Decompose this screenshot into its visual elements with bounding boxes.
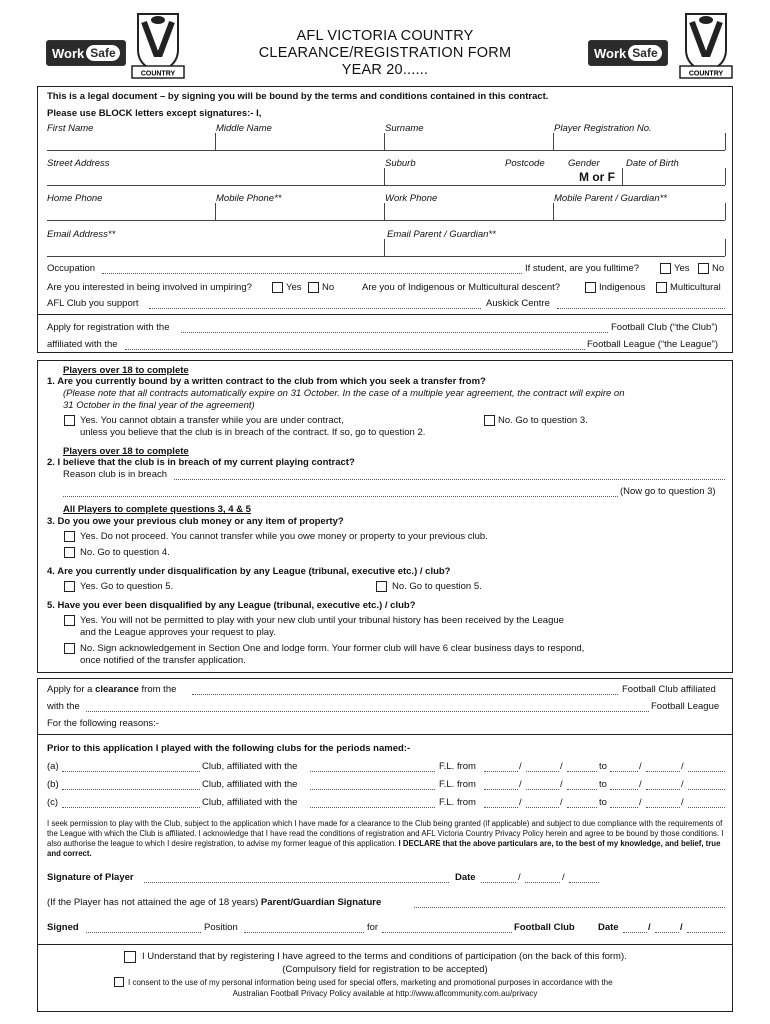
worksafe-afl-logo-left <box>40 10 190 80</box>
football-league-label: Football League <box>651 701 720 712</box>
terms-agree-text: I Understand that by registering I have agreed to the terms and conditions of participation (on the back of this form). <box>142 951 627 962</box>
to-month-field[interactable] <box>646 789 680 790</box>
q3-no-text: No. Go to question 4. <box>80 547 170 558</box>
first-name-label: First Name <box>47 123 94 134</box>
date-slash: / <box>519 761 522 772</box>
signed-date-month[interactable] <box>655 932 679 933</box>
fl-from-label: F.L. from <box>439 761 476 772</box>
umpiring-yes-label: Yes <box>286 282 302 293</box>
date-slash: / <box>518 872 521 883</box>
from-year-field[interactable] <box>567 771 597 772</box>
from-month-field[interactable] <box>526 807 559 808</box>
all-players-heading: All Players to complete questions 3, 4 & 5 <box>63 504 251 515</box>
worksafe-afl-logo-right <box>588 10 738 80</box>
club-name-field[interactable] <box>62 789 200 790</box>
position-label: Position <box>204 922 238 933</box>
q4-no-checkbox[interactable] <box>376 581 387 592</box>
date-slash: / <box>519 779 522 790</box>
signed-date-year[interactable] <box>687 932 725 933</box>
phone-row-line <box>47 220 725 221</box>
name-row-line <box>47 150 725 151</box>
occupation-field[interactable] <box>102 273 522 274</box>
player-reg-no-label: Player Registration No. <box>554 123 652 134</box>
student-no-checkbox[interactable] <box>698 263 709 274</box>
umpiring-yes-checkbox[interactable] <box>272 282 283 293</box>
to-day-field[interactable] <box>610 789 638 790</box>
from-year-field[interactable] <box>567 789 597 790</box>
club-row-letter: (b) <box>47 779 59 790</box>
clearance-league-field[interactable] <box>86 711 649 712</box>
address-row-line <box>47 185 725 186</box>
q5-yes-checkbox[interactable] <box>64 615 75 626</box>
signature-player-field[interactable] <box>144 882 449 883</box>
question-2: 2. I believe that the club is in breach of my current playing contract? <box>47 457 355 468</box>
declaration-text: I seek permission to play with the Club, subject to the application which I have made for a clearance to the Club being granted (if applicable) and subject to due compliance with the requirements of the League with which the Club is affiliated. I acknowledge that I have read the conditions of registration and AFL Victoria Country Privacy Policy herein and agree to be bound by those conditions. I also authorise the league to which I desire registration, to advise my former league of this application. I DECLARE that the above particulars are, to the best of my knowledge, and belief, true and correct. <box>47 819 724 858</box>
svg-text:COUNTRY: COUNTRY <box>688 70 724 78</box>
date-slash: / <box>560 797 563 808</box>
indigenous-question: Are you of Indigenous or Multicultural descent? <box>362 282 561 293</box>
date-slash: / <box>639 761 642 772</box>
signed-date-label: Date <box>598 922 619 933</box>
privacy-consent-text-1: I consent to the use of my personal information being used for special offers, marketing and promotional purposes in accordance with the <box>128 978 613 987</box>
to-day-field[interactable] <box>610 807 638 808</box>
signed-field[interactable] <box>86 932 201 933</box>
to-label: to <box>599 761 607 772</box>
from-day-field[interactable] <box>484 789 518 790</box>
legal-notice: This is a legal document – by signing you will be bound by the terms and conditions contained in this contract. <box>47 91 549 102</box>
mobile-phone-label: Mobile Phone** <box>216 193 282 204</box>
umpiring-question: Are you interested in being involved in umpiring? <box>47 282 252 293</box>
club-row-letter: (a) <box>47 761 59 772</box>
club-affiliated-label: Club, affiliated with the <box>202 779 298 790</box>
afl-country-shield-icon <box>128 10 188 80</box>
signature-player-label: Signature of Player <box>47 872 134 883</box>
student-yes-label: Yes <box>674 263 690 274</box>
student-no-label: No <box>712 263 725 274</box>
q3-yes-checkbox[interactable] <box>64 531 75 542</box>
club-affiliated-label: Club, affiliated with the <box>202 797 298 808</box>
for-club-field[interactable] <box>382 932 512 933</box>
date-slash: / <box>519 797 522 808</box>
club-affiliated-label: Club, affiliated with the <box>202 761 298 772</box>
form-header <box>0 0 770 88</box>
reasons-label: For the following reasons:- <box>47 718 159 729</box>
to-year-field[interactable] <box>688 807 725 808</box>
personal-details-section <box>37 86 733 353</box>
q4-no-text: No. Go to question 5. <box>392 581 482 592</box>
football-club-label: Football Club (“the Club”) <box>611 322 718 333</box>
position-field[interactable] <box>244 932 364 933</box>
clearance-section <box>37 678 733 1012</box>
date-slash: / <box>639 797 642 808</box>
apply-clearance-label: Apply for a clearance from the <box>47 684 177 695</box>
date-slash: / <box>560 761 563 772</box>
date-slash: / <box>648 922 651 933</box>
dob-label: Date of Birth <box>626 158 679 169</box>
street-address-label: Street Address <box>47 158 110 169</box>
middle-name-label: Middle Name <box>216 123 272 134</box>
postcode-label: Postcode <box>505 158 545 169</box>
date-slash: / <box>562 872 565 883</box>
date-slash: / <box>681 797 684 808</box>
from-year-field[interactable] <box>567 807 597 808</box>
date-slash: / <box>639 779 642 790</box>
football-club-affiliated-label: Football Club affiliated <box>622 684 716 695</box>
email-label: Email Address** <box>47 229 116 240</box>
football-league-label: Football League (“the League”) <box>587 339 718 350</box>
privacy-consent-text-2: Australian Football Privacy Policy available at http://www.aflcommunity.com.au/privacy <box>232 989 538 998</box>
question-1: 1. Are you currently bound by a written contract to the club from which you seek a transfer from? <box>47 376 486 387</box>
fl-from-label: F.L. from <box>439 797 476 808</box>
block-letters-instruction: Please use BLOCK letters except signatures:- I, <box>47 108 262 119</box>
to-label: to <box>599 797 607 808</box>
to-month-field[interactable] <box>646 771 680 772</box>
multicultural-label: Multicultural <box>670 282 721 293</box>
worksafe-logo: Work Safe <box>588 40 668 66</box>
suburb-label: Suburb <box>385 158 416 169</box>
q5-yes-text-2: and the League approves your request to play. <box>80 627 276 638</box>
home-phone-label: Home Phone <box>47 193 103 204</box>
q2-reason-field-2[interactable] <box>63 496 618 497</box>
auskick-field[interactable] <box>557 308 725 309</box>
privacy-consent-checkbox[interactable] <box>114 977 124 987</box>
from-month-field[interactable] <box>526 789 559 790</box>
prior-clubs-heading: Prior to this application I played with the following clubs for the periods named:- <box>47 743 411 754</box>
sig-date-year[interactable] <box>569 882 599 883</box>
to-month-field[interactable] <box>646 807 680 808</box>
indigenous-label: Indigenous <box>599 282 646 293</box>
question-1-note-2: 31 October in the final year of the agreement) <box>63 400 255 411</box>
players-over-18-heading-2: Players over 18 to complete <box>63 446 189 457</box>
afl-club-field[interactable] <box>149 308 481 309</box>
q2-reason-label: Reason club is in breach <box>63 469 168 480</box>
student-yes-checkbox[interactable] <box>660 263 671 274</box>
worksafe-logo: Work Safe <box>46 40 126 66</box>
sig-date-day[interactable] <box>481 882 516 883</box>
date-slash: / <box>680 922 683 933</box>
compulsory-note: (Compulsory field for registration to be accepted) <box>282 964 488 975</box>
email-parent-label: Email Parent / Guardian** <box>387 229 496 240</box>
transfer-questions-section <box>37 360 733 673</box>
indigenous-checkbox[interactable] <box>585 282 596 293</box>
players-over-18-heading-1: Players over 18 to complete <box>63 365 189 376</box>
registration-league-field[interactable] <box>125 349 585 350</box>
work-phone-label: Work Phone <box>385 193 438 204</box>
with-the-label: with the <box>47 701 80 712</box>
auskick-label: Auskick Centre <box>486 298 550 309</box>
to-year-field[interactable] <box>688 771 725 772</box>
from-day-field[interactable] <box>484 771 518 772</box>
parent-signature-field[interactable] <box>414 907 725 908</box>
q1-no-checkbox[interactable] <box>484 415 495 426</box>
q2-now-go: (Now go to question 3) <box>620 486 716 497</box>
league-name-field[interactable] <box>310 807 435 808</box>
q1-yes-text-2: unless you believe that the club is in breach of the contract. If so, go to question 2. <box>80 427 426 438</box>
occupation-label: Occupation <box>47 263 96 274</box>
league-name-field[interactable] <box>310 789 435 790</box>
q3-yes-text: Yes. Do not proceed. You cannot transfer while you owe money or property to your previous club. <box>80 531 488 542</box>
afl-club-label: AFL Club you support <box>47 298 139 309</box>
question-3: 3. Do you owe your previous club money or any item of property? <box>47 516 344 527</box>
apply-registration-label: Apply for registration with the <box>47 322 170 333</box>
terms-agree-checkbox[interactable] <box>124 951 136 963</box>
date-slash: / <box>560 779 563 790</box>
signed-label: Signed <box>47 922 79 933</box>
q5-no-text-2: once notified of the transfer application. <box>80 655 246 666</box>
q3-no-checkbox[interactable] <box>64 547 75 558</box>
umpiring-no-label: No <box>322 282 335 293</box>
parent-signature-label: (If the Player has not attained the age of 18 years) Parent/Guardian Signature <box>47 897 382 908</box>
svg-text:COUNTRY: COUNTRY <box>140 70 176 78</box>
fl-from-label: F.L. from <box>439 779 476 790</box>
to-day-field[interactable] <box>610 771 638 772</box>
q1-yes-text-1: Yes. You cannot obtain a transfer while you are under contract, <box>80 415 344 426</box>
from-day-field[interactable] <box>484 807 518 808</box>
question-1-note-1: (Please note that all contracts automatically expire on 31 October. In the case of a multiple year agreement, the contract will expire on <box>63 388 625 399</box>
form-title: AFL VICTORIA COUNTRY CLEARANCE/REGISTRATION FORM YEAR 20...... <box>258 28 512 78</box>
date-label: Date <box>455 872 476 883</box>
club-row-letter: (c) <box>47 797 59 808</box>
date-slash: / <box>681 779 684 790</box>
date-slash: / <box>681 761 684 772</box>
q1-no-text: No. Go to question 3. <box>498 415 588 426</box>
affiliated-label: affiliated with the <box>47 339 118 350</box>
to-label: to <box>599 779 607 790</box>
surname-label: Surname <box>385 123 424 134</box>
q5-yes-text-1: Yes. You will not be permitted to play with your new club until your tribunal history has been received by the League <box>80 615 564 626</box>
afl-country-shield-icon <box>676 10 736 80</box>
umpiring-no-checkbox[interactable] <box>308 282 319 293</box>
q5-no-checkbox[interactable] <box>64 643 75 654</box>
from-month-field[interactable] <box>526 771 559 772</box>
clearance-club-field[interactable] <box>192 694 618 695</box>
sig-date-month[interactable] <box>525 882 560 883</box>
q2-reason-field-1[interactable] <box>174 479 725 480</box>
football-club-signed-label: Football Club <box>514 922 575 933</box>
question-5: 5. Have you ever been disqualified by any League (tribunal, executive etc.) / club? <box>47 600 416 611</box>
for-label: for <box>367 922 379 933</box>
mobile-parent-label: Mobile Parent / Guardian** <box>554 193 668 204</box>
student-question: If student, are you fulltime? <box>525 263 640 274</box>
registration-club-field[interactable] <box>181 332 608 333</box>
q5-no-text-1: No. Sign acknowledgement in Section One and lodge form. Your former club will have 6 clear business days to respond, <box>80 643 585 654</box>
to-year-field[interactable] <box>688 789 725 790</box>
multicultural-checkbox[interactable] <box>656 282 667 293</box>
question-4: 4. Are you currently under disqualification by any League (tribunal, executive etc.) / club? <box>47 566 451 577</box>
gender-label: Gender <box>568 158 600 169</box>
q1-yes-checkbox[interactable] <box>64 415 75 426</box>
club-name-field[interactable] <box>62 807 200 808</box>
club-name-field[interactable] <box>62 771 200 772</box>
league-name-field[interactable] <box>310 771 435 772</box>
email-row-line <box>47 256 725 257</box>
gender-m-or-f[interactable]: M or F <box>579 170 615 184</box>
q4-yes-checkbox[interactable] <box>64 581 75 592</box>
q4-yes-text: Yes. Go to question 5. <box>80 581 174 592</box>
signed-date-day[interactable] <box>623 932 647 933</box>
